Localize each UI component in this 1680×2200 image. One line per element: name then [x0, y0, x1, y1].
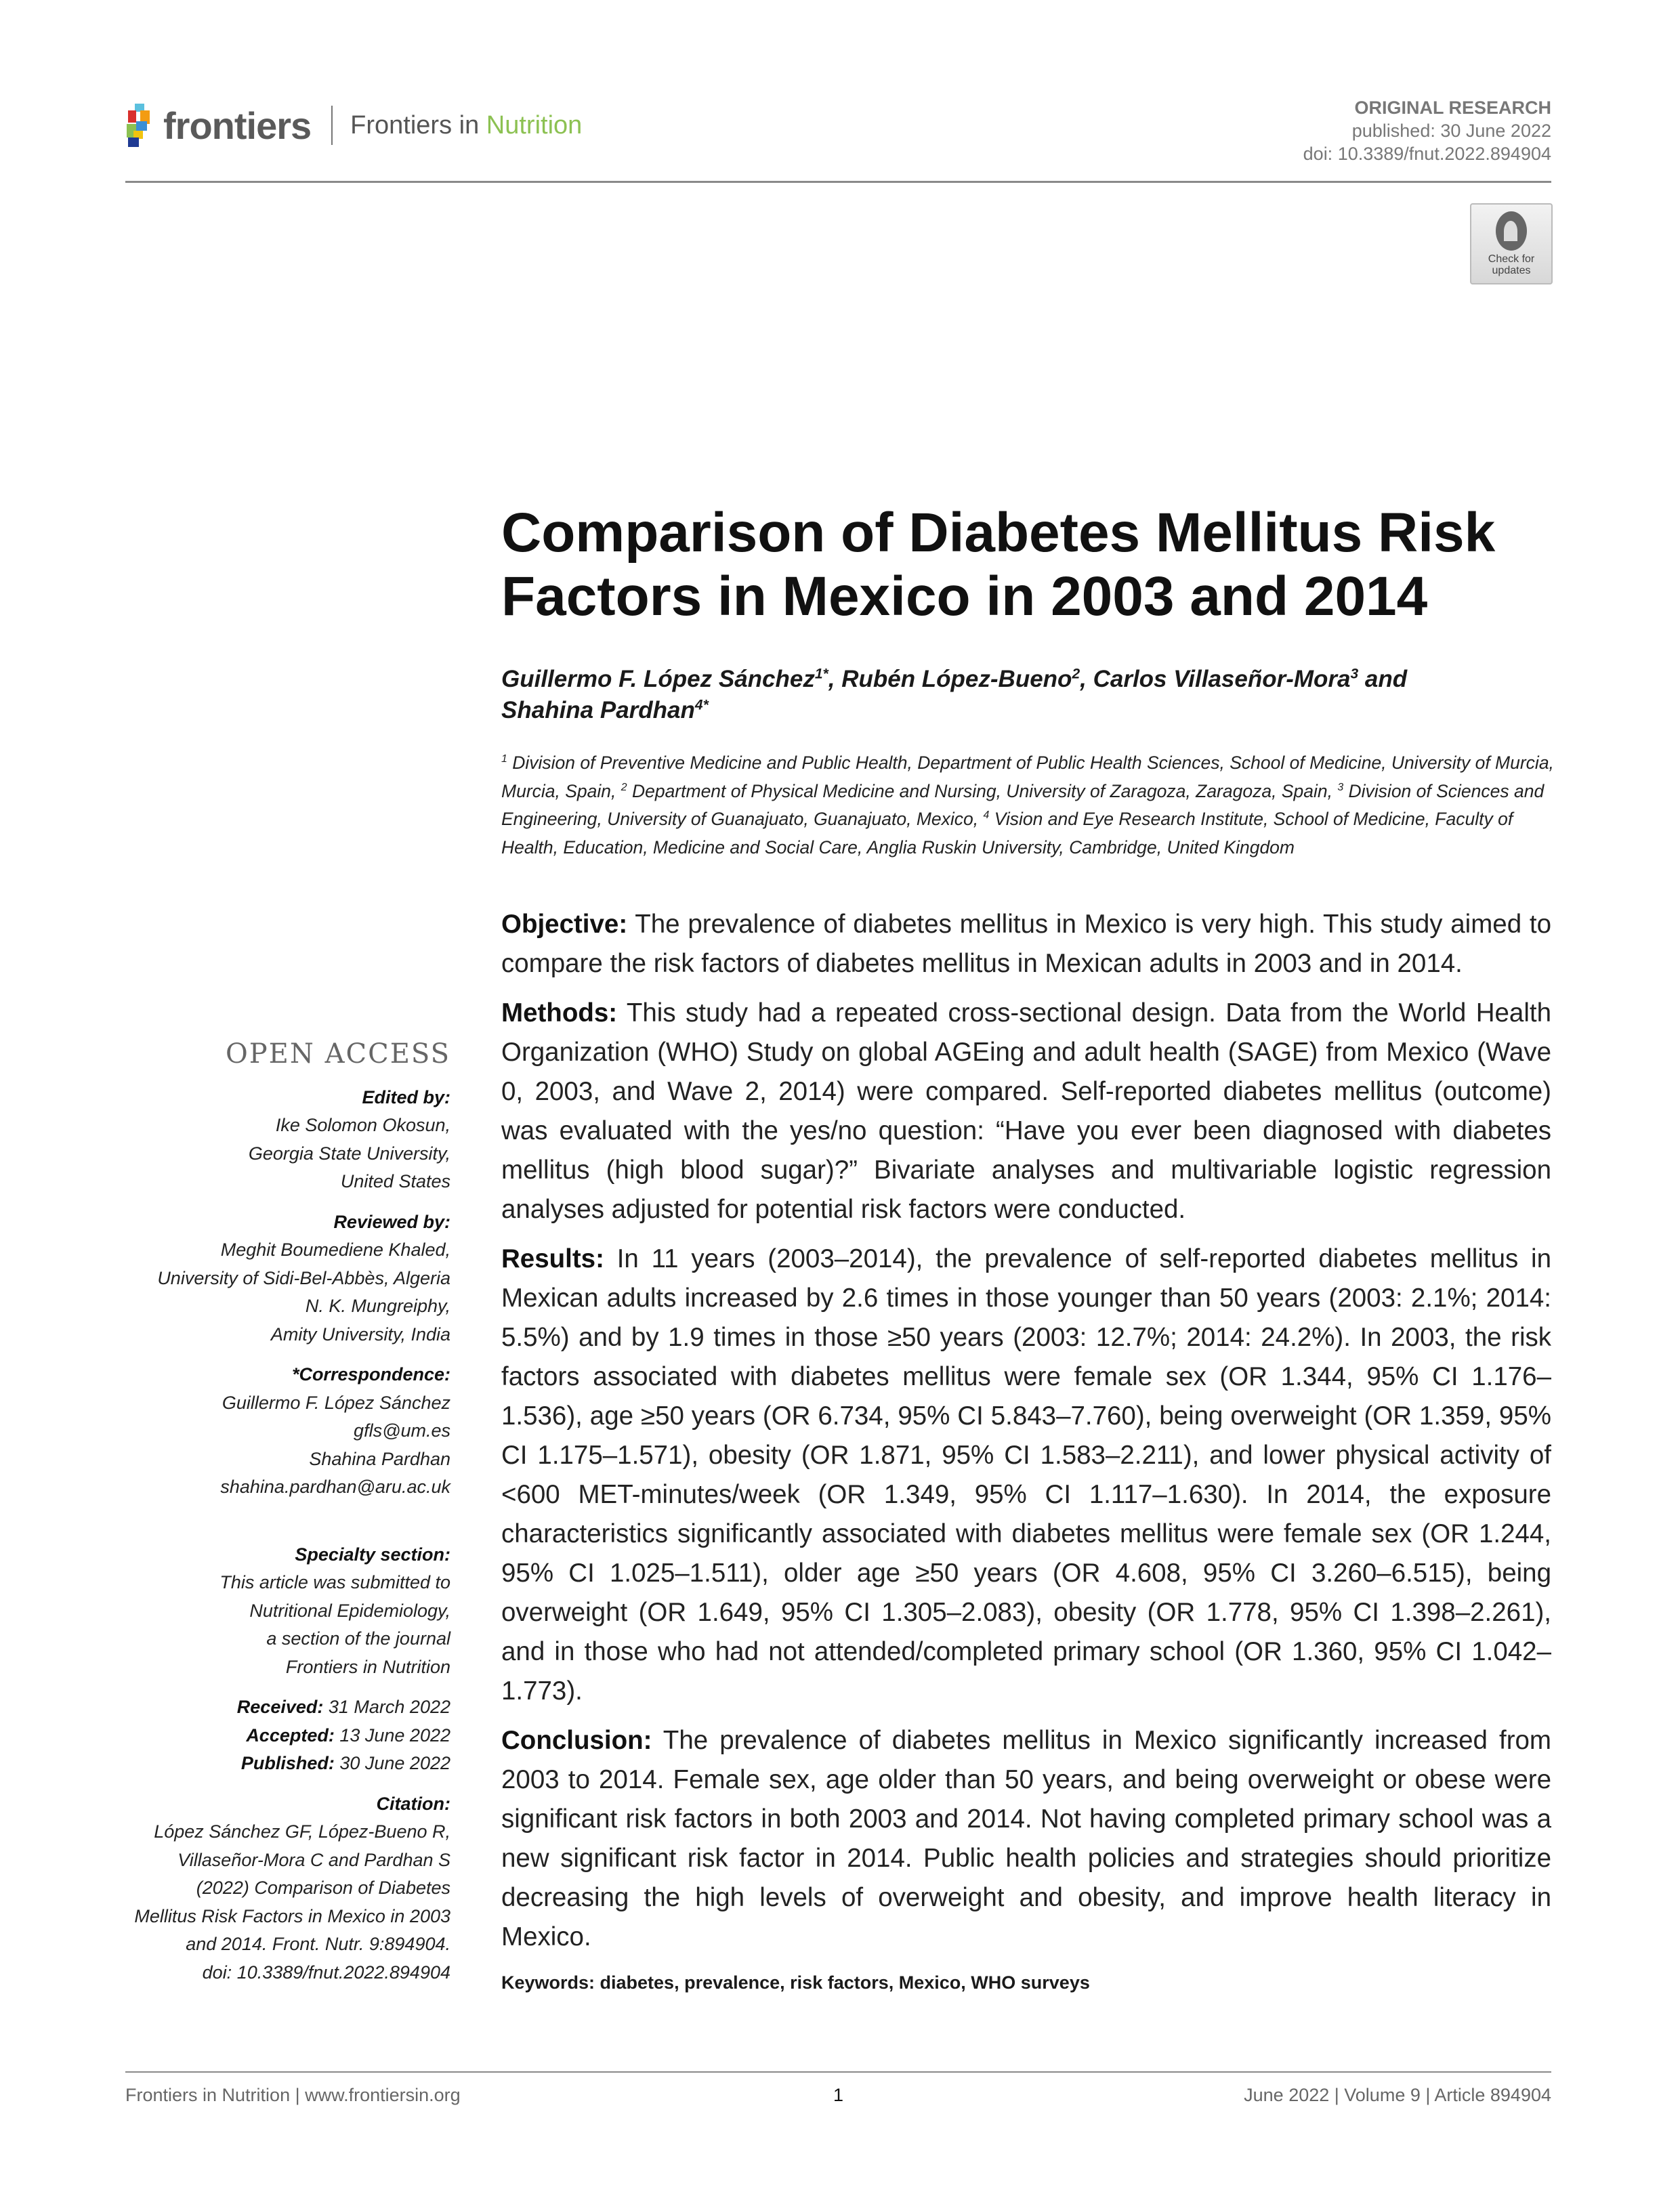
- date-value: 31 March 2022: [323, 1697, 450, 1717]
- specialty-section: [71, 1541, 450, 1682]
- reviewer-line: N. K. Mungreiphy,: [305, 1296, 450, 1316]
- date-label: Published:: [240, 1753, 335, 1773]
- correspondence-email[interactable]: gfls@um.es: [354, 1420, 450, 1441]
- reviewed-by-label: Reviewed by:: [333, 1211, 450, 1232]
- correspondence-name: Shahina Pardhan: [309, 1448, 450, 1469]
- citation: [71, 1790, 450, 1987]
- specialty-line: a section of the journal: [266, 1628, 450, 1649]
- citation-line: and 2014. Front. Nutr. 9:894904.: [186, 1934, 450, 1954]
- badge-label: [1471, 253, 1551, 276]
- published-date: [71, 1750, 450, 1778]
- reviewed-by: [71, 1208, 450, 1349]
- affil-sup: 4: [983, 809, 990, 822]
- editor-line: United States: [340, 1171, 450, 1191]
- affil-sup: 3: [1337, 781, 1344, 793]
- date-value: 30 June 2022: [334, 1753, 450, 1773]
- edited-by-label: Edited by:: [362, 1086, 450, 1107]
- crossmark-icon: [1496, 211, 1527, 251]
- affiliation: Department of Physical Medicine and Nursing, University of Zaragoza, Zaragoza, Spain,: [627, 780, 1338, 801]
- specialty-line: Nutritional Epidemiology,: [249, 1600, 450, 1621]
- section-text: The prevalence of diabetes mellitus in Mexico significantly increased from 2003 to 2014. Female sex, age older than 50 years, and being overweight or obese were significant risk factors in both 2003 and 2014. Not having completed primary school was a new significant risk factor in 2014. Public health policies and strategies should prioritize decreasing the high levels of overweight and obesity, and improve health literacy in Mexico.: [501, 1726, 1551, 1951]
- keywords: Keywords: diabetes, prevalence, risk factors, Mexico, WHO surveys: [501, 1972, 1090, 1993]
- page-number: 1: [833, 2085, 844, 2105]
- frontiers-logo[interactable]: [125, 102, 582, 149]
- brand-name: frontiers: [163, 104, 312, 147]
- specialty-label: Specialty section:: [295, 1544, 450, 1565]
- frontiers-logo-icon: [125, 104, 156, 147]
- article-type: ORIGINAL RESEARCH: [1354, 98, 1551, 118]
- correspondence-label: *Correspondence:: [291, 1364, 450, 1384]
- citation-doi[interactable]: doi: 10.3389/fnut.2022.894904: [202, 1962, 450, 1983]
- author-sup: 3: [1350, 666, 1359, 682]
- edited-by: [71, 1084, 450, 1196]
- reviewer-line: Meghit Boumediene Khaled,: [220, 1240, 450, 1260]
- section-label: Results:: [501, 1244, 604, 1273]
- author-sup: 2: [1072, 666, 1080, 682]
- date-label: Accepted:: [246, 1725, 335, 1746]
- correspondence-name: Guillermo F. López Sánchez: [222, 1392, 450, 1413]
- author-sup: 4*: [694, 697, 709, 713]
- abstract-methods: [501, 994, 1551, 1229]
- author[interactable]: [841, 666, 1080, 692]
- author[interactable]: [501, 697, 709, 723]
- affiliation: Vision and Eye Research Institute, School of Medicine, Faculty of Health, Education, Medicine and Social Care, Anglia Ruskin University, Cambridge, United Kingdom: [501, 809, 1513, 858]
- badge-line: updates: [1492, 265, 1531, 276]
- check-for-updates-button[interactable]: [1470, 203, 1553, 284]
- specialty-line: This article was submitted to: [219, 1572, 450, 1592]
- affiliation: Division of Sciences and Engineering, University of Guanajuato, Guanajuato, Mexico,: [501, 780, 1545, 829]
- date-label: Received:: [236, 1697, 324, 1717]
- citation-line: López Sánchez GF, López-Bueno R,: [154, 1821, 450, 1842]
- abstract: [501, 905, 1551, 1967]
- affil-sup: 2: [621, 781, 627, 793]
- badge-line: Check for: [1488, 253, 1535, 265]
- citation-line: (2022) Comparison of Diabetes: [196, 1878, 450, 1898]
- doi-link[interactable]: doi: 10.3389/fnut.2022.894904: [1303, 144, 1551, 164]
- section-text: This study had a repeated cross-sectional design. Data from the World Health Organization (WHO) Study on global AGEing and adult health (SAGE) from Mexico (Wave 0, 2003, and Wave 2, 2014) were compared. Self-reported diabetes mellitus (outcome) was evaluated with the yes/no question: “Have you ever been diagnosed with diabetes mellitus (high blood sugar)?” Bivariate analyses and multivariable logistic regression analyses adjusted for potential risk factors were conducted.: [501, 998, 1551, 1224]
- affiliations: [501, 749, 1555, 862]
- author-sup: 1*: [814, 666, 828, 682]
- citation-label: Citation:: [376, 1793, 450, 1814]
- author-list: [501, 664, 1558, 726]
- journal-subject: Nutrition: [486, 110, 583, 140]
- section-label: Objective:: [501, 910, 628, 939]
- editor-line: Ike Solomon Okosun,: [275, 1115, 450, 1135]
- article-sidebar: [71, 1040, 450, 1999]
- author-name: Rubén López-Bueno: [841, 666, 1072, 692]
- date-value: 13 June 2022: [334, 1725, 450, 1746]
- separator: and: [1358, 666, 1408, 692]
- footer-issue-info: June 2022 | Volume 9 | Article 894904: [1244, 2085, 1551, 2105]
- footer-journal-link[interactable]: Frontiers in Nutrition | www.frontiersin.org: [125, 2085, 461, 2105]
- abstract-conclusion: [501, 1721, 1551, 1957]
- correspondence: [71, 1361, 450, 1502]
- section-text: The prevalence of diabetes mellitus in Mexico is very high. This study aimed to compare the risk factors of diabetes mellitus in Mexican adults in 2003 and in 2014.: [501, 910, 1551, 978]
- editor-line: Georgia State University,: [248, 1143, 450, 1164]
- separator: ,: [828, 666, 842, 692]
- section-label: Conclusion:: [501, 1726, 652, 1755]
- received-date: [71, 1693, 450, 1722]
- article-meta: [1303, 96, 1551, 165]
- journal-prefix: Frontiers in: [350, 110, 486, 140]
- header-rule: [125, 181, 1551, 183]
- section-label: Methods:: [501, 998, 618, 1028]
- abstract-objective: [501, 905, 1551, 983]
- reviewer-line: University of Sidi-Bel-Abbès, Algeria: [157, 1267, 450, 1288]
- divider: [331, 106, 333, 145]
- affiliation: Division of Preventive Medicine and Public Health, Department of Public Health Sciences, School of Medicine, University of Murcia, Murcia, Spain,: [501, 753, 1554, 801]
- specialty-line: Frontiers in Nutrition: [285, 1656, 450, 1677]
- open-access-label: OPEN ACCESS: [225, 1038, 450, 1070]
- separator: ,: [1080, 666, 1093, 692]
- abstract-results: [501, 1240, 1551, 1711]
- accepted-date: [71, 1722, 450, 1750]
- author-name: Shahina Pardhan: [501, 697, 695, 723]
- author[interactable]: [1093, 666, 1359, 692]
- article-title: Comparison of Diabetes Mellitus Risk Factors in Mexico in 2003 and 2014: [501, 502, 1496, 627]
- citation-line: Villaseñor-Mora C and Pardhan S: [177, 1849, 450, 1870]
- footer-rule: [125, 2071, 1551, 2073]
- reviewer-line: Amity University, India: [270, 1324, 450, 1345]
- published-date: published: 30 June 2022: [1351, 121, 1551, 141]
- journal-name: [350, 111, 582, 140]
- dates: [71, 1693, 450, 1778]
- author-name: Carlos Villaseñor-Mora: [1093, 666, 1351, 692]
- author[interactable]: [501, 666, 828, 692]
- affil-sup: 1: [501, 753, 507, 765]
- correspondence-email[interactable]: shahina.pardhan@aru.ac.uk: [220, 1477, 450, 1497]
- citation-line: Mellitus Risk Factors in Mexico in 2003: [134, 1905, 450, 1926]
- author-name: Guillermo F. López Sánchez: [501, 666, 815, 692]
- section-text: In 11 years (2003–2014), the prevalence of self-reported diabetes mellitus in Mexican adults increased by 2.6 times in those younger than 50 years (2003: 2.1%; 2014: 5.5%) and by 1.9 times in those ≥50 years (2003: 12.7%; 2014: 24.2%). In 2003, the risk factors associated with diabetes mellitus were female sex (OR 1.344, 95% CI 1.176–1.536), age ≥50 years (OR 6.734, 95% CI 5.843–7.760), being overweight (OR 1.359, 95% CI 1.175–1.571), obesity (OR 1.871, 95% CI 1.583–2.211), and lower physical activity of <600 MET-minutes/week (OR 1.349, 95% CI 1.117–1.630). In 2014, the exposure characteristics significantly associated with diabetes mellitus were female sex (OR 1.244, 95% CI 1.025–1.511), older age ≥50 years (OR 4.608, 95% CI 3.260–6.515), being overweight (OR 1.649, 95% CI 1.305–2.083), obesity (OR 1.778, 95% CI 1.398–2.261), and in those who had not attended/completed primary school (OR 1.360, 95% CI 1.042–1.773).: [501, 1244, 1551, 1706]
